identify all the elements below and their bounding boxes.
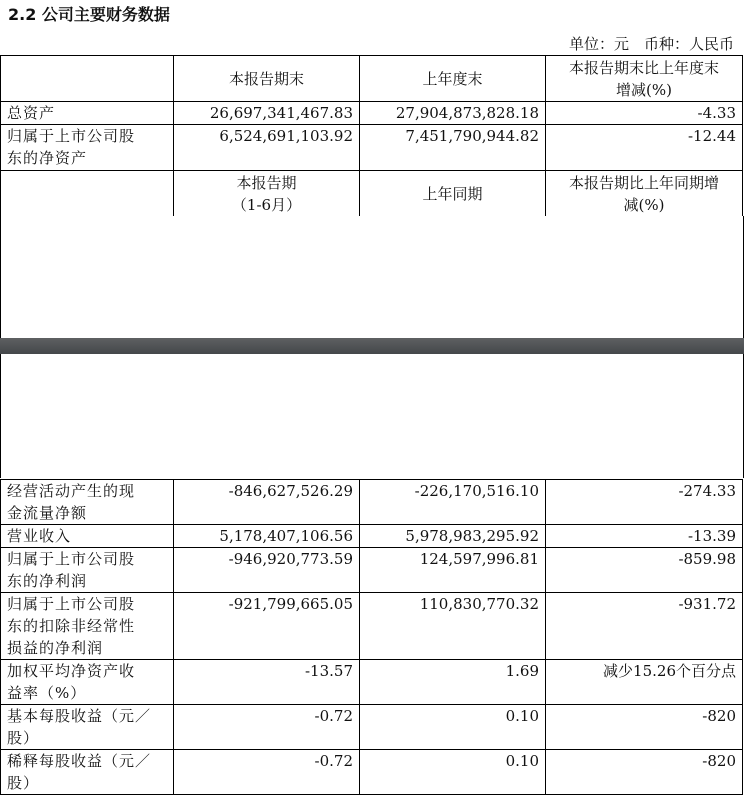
row-value: 1.69 [360, 660, 546, 705]
table-row [1, 525, 743, 548]
row-label-line: 益率（%） [7, 684, 87, 702]
row-change: -13.39 [546, 525, 743, 548]
row-label-line: 归属于上市公司股 [7, 127, 136, 145]
row-value: 124,597,996.81 [360, 548, 546, 593]
financial-data-table-top [0, 55, 743, 217]
header-same-period-last-year: 上年同期 [360, 171, 546, 217]
header-last-year-end: 上年度末 [360, 56, 546, 102]
header-current-line1: 本报告期 [236, 173, 297, 192]
row-change: -12.44 [546, 125, 743, 171]
header-change-line2: 增减(%) [616, 80, 672, 99]
row-change: -274.33 [546, 480, 743, 525]
header-change-pct [546, 56, 743, 102]
row-change: -820 [546, 705, 743, 750]
header-period-change-line2: 减(%) [623, 195, 665, 214]
header-period-change-line1: 本报告期比上年同期增 [568, 173, 719, 192]
row-value: -226,170,516.10 [360, 480, 546, 525]
table-row [1, 750, 743, 795]
header-blank-cell [1, 56, 174, 102]
row-label [1, 660, 174, 705]
table-header-row [1, 171, 743, 217]
row-label [1, 593, 174, 660]
table-row [1, 102, 743, 125]
row-value: 0.10 [360, 750, 546, 795]
row-label [1, 548, 174, 593]
page-separator-band [0, 338, 744, 354]
row-label-line: 营业收入 [7, 527, 72, 545]
row-value: 5,178,407,106.56 [174, 525, 360, 548]
header-current-line2: （1-6月） [231, 195, 302, 214]
row-value: 27,904,873,828.18 [360, 102, 546, 125]
table-row [1, 705, 743, 750]
row-label-line: 股） [7, 729, 40, 747]
table-row [1, 125, 743, 171]
header-blank-cell [1, 171, 174, 217]
financial-data-table-bottom [0, 479, 743, 795]
row-label-line: 金流量净额 [7, 504, 88, 522]
row-change: 减少15.26个百分点 [546, 660, 743, 705]
table-header-row [1, 56, 743, 102]
row-change: -4.33 [546, 102, 743, 125]
table-row [1, 480, 743, 525]
row-value: 110,830,770.32 [360, 593, 546, 660]
row-label: 总资产 [1, 102, 174, 125]
row-label-line: 东的扣除非经常性 [7, 617, 136, 635]
row-value: 7,451,790,944.82 [360, 125, 546, 171]
unit-currency-line: 单位：元 币种：人民币 [568, 35, 734, 53]
row-label [1, 125, 174, 171]
row-value: 5,978,983,295.92 [360, 525, 546, 548]
row-value: 6,524,691,103.92 [174, 125, 360, 171]
row-label-line: 东的净利润 [7, 572, 88, 590]
row-label [1, 705, 174, 750]
row-value: 26,697,341,467.83 [174, 102, 360, 125]
header-period-change-pct [546, 171, 743, 217]
row-value: 0.10 [360, 705, 546, 750]
header-period-end: 本报告期末 [174, 56, 360, 102]
header-current-period [174, 171, 360, 217]
row-label-line: 归属于上市公司股 [7, 595, 136, 613]
row-value: -846,627,526.29 [174, 480, 360, 525]
row-value: -921,799,665.05 [174, 593, 360, 660]
row-label-line: 归属于上市公司股 [7, 550, 136, 568]
table-row [1, 593, 743, 660]
row-label-line: 基本每股收益（元／ [7, 707, 152, 725]
row-value: -13.57 [174, 660, 360, 705]
row-label-line: 东的净资产 [7, 149, 88, 167]
row-change: -859.98 [546, 548, 743, 593]
row-change: -820 [546, 750, 743, 795]
row-label-line: 损益的净利润 [7, 639, 104, 657]
row-change: -931.72 [546, 593, 743, 660]
row-label-line: 加权平均净资产收 [7, 662, 136, 680]
table-row [1, 548, 743, 593]
table-row [1, 660, 743, 705]
section-title: 2.2 公司主要财务数据 [8, 5, 170, 24]
header-change-line1: 本报告期末比上年度末 [568, 58, 719, 77]
row-label-line: 经营活动产生的现 [7, 482, 136, 500]
row-value: -0.72 [174, 750, 360, 795]
row-label-line: 稀释每股收益（元／ [7, 752, 152, 770]
row-label-line: 股） [7, 774, 40, 792]
row-value: -946,920,773.59 [174, 548, 360, 593]
row-value: -0.72 [174, 705, 360, 750]
row-label [1, 480, 174, 525]
row-label [1, 750, 174, 795]
row-label [1, 525, 174, 548]
